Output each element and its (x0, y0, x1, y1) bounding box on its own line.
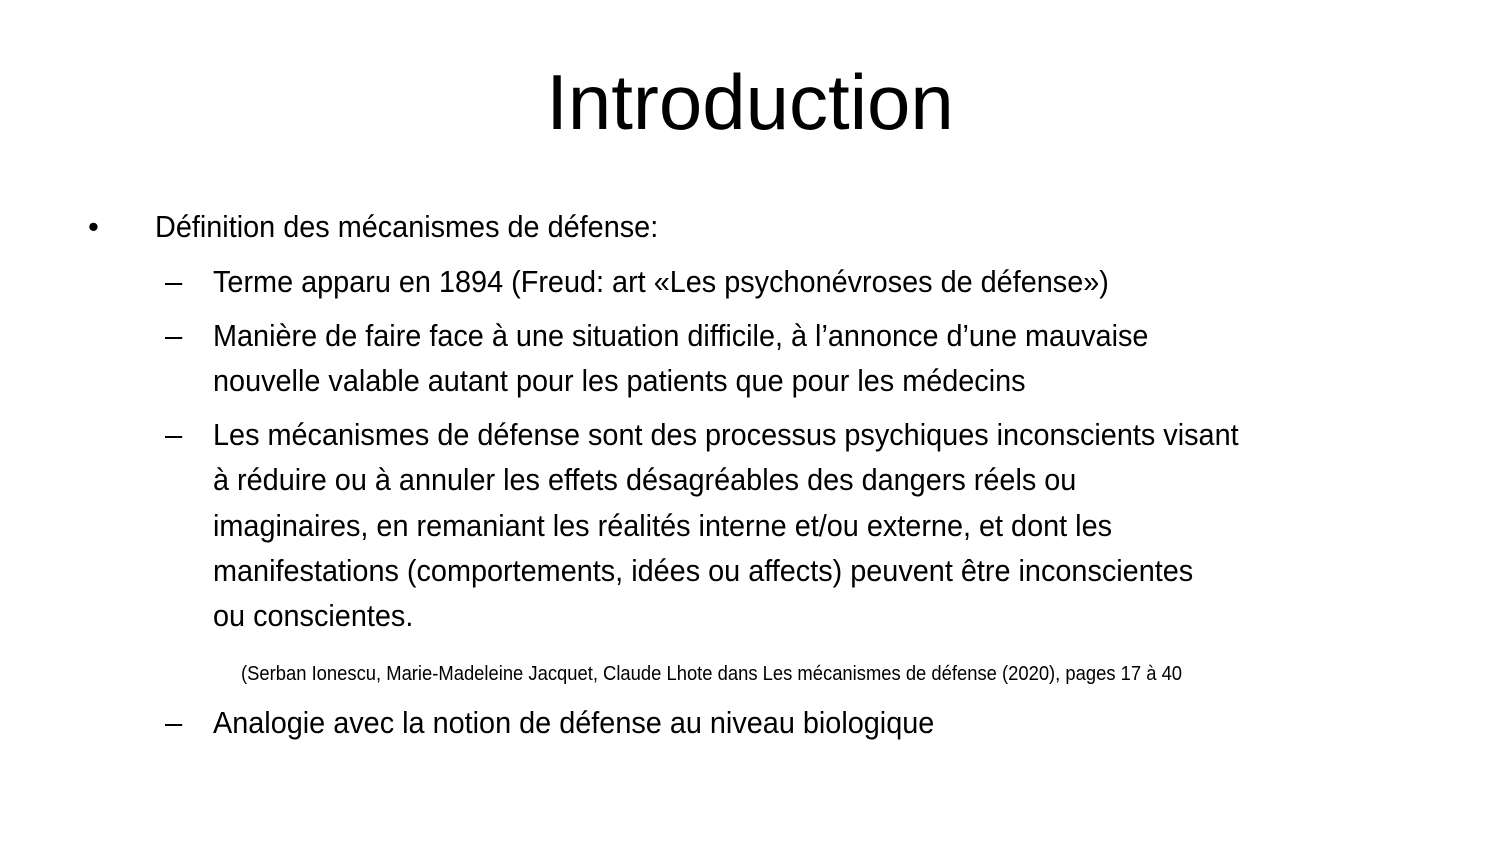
sub-item-line: Manière de faire face à une situation difficile, à l’annonce d’une mauvaise (213, 318, 1149, 353)
sub-item-line: à réduire ou à annuler les effets désagréables des dangers réels ou (213, 462, 1077, 497)
sub-bullet-marker: – (165, 705, 183, 740)
sub-item-line: manifestations (comportements, idées ou affects) peuvent être inconscientes (213, 553, 1194, 588)
sub-bullet-marker: – (165, 318, 183, 353)
bullet-marker: • (88, 209, 99, 244)
sub-item-line: Terme apparu en 1894 (Freud: art «Les psychonévroses de défense») (213, 264, 1109, 299)
sub-item-line: Les mécanismes de défense sont des processus psychiques inconscients visant (213, 417, 1239, 452)
citation: (Serban Ionescu, Marie-Madeleine Jacquet, Claude Lhote dans Les mécanismes de défense (2020), pages 17 à 40 (241, 663, 1183, 685)
sub-item-line: ou conscientes. (213, 598, 414, 633)
slide-title: Introduction (546, 58, 954, 146)
sub-item-line: Analogie avec la notion de défense au niveau biologique (213, 705, 935, 740)
sub-item-line: imaginaires, en remaniant les réalités interne et/ou externe, et dont les (213, 508, 1113, 543)
sub-item-line: nouvelle valable autant pour les patients que pour les médecins (213, 363, 1026, 398)
bullet-text: Définition des mécanismes de défense: (155, 209, 659, 244)
sub-bullet-marker: – (165, 417, 183, 452)
sub-bullet-marker: – (165, 264, 183, 299)
